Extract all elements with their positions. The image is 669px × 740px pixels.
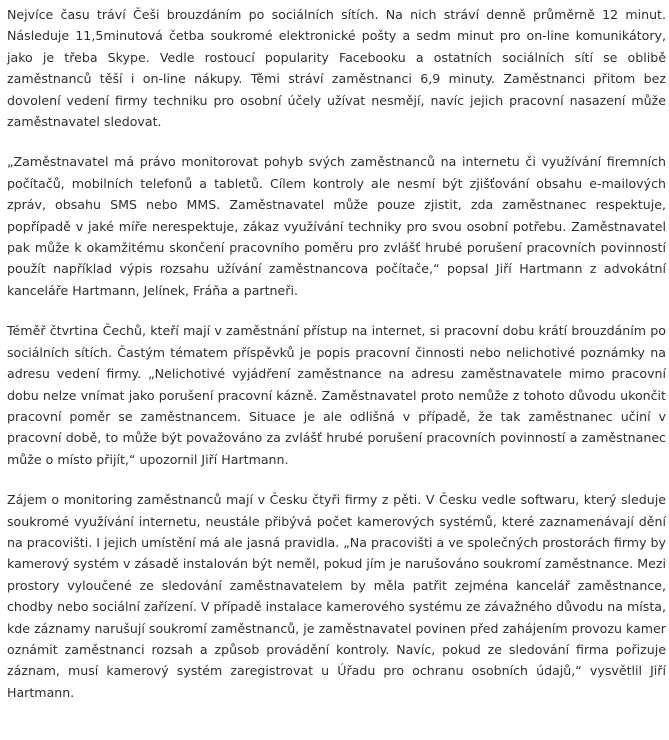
article-paragraph-2: „Zaměstnavatel má právo monitorovat pohyb svých zaměstnanců na internetu či využívání firemních počítačů, mobilních telefonů a tabletů. Cílem kontroly ale nesmí být zjišťování obsahu e-mailových zpráv, obsahu SMS nebo MMS. Zaměstnavatel může pouze zjistit, zda zaměstnanec respektuje, popřípadě v jaké míře nerespektuje, zákaz využívání techniky pro svou osobní potřebu. Zaměstnavatel pak může k okamžitému skončení pracovního poměru pro zvlášť hrubé porušení pracovních povinností použít například výpis rozsahu užívání zaměstnancova počítače,“ popsal Jiří Hartmann z advokátní kanceláře Hartmann, Jelínek, Fráňa a partneři. <box>7 154 666 298</box>
article-paragraph-1: Nejvíce času tráví Češi brouzdáním po sociálních sítích. Na nich stráví denně průměrně 12 minut. Následuje 11,5minutová četba soukromé elektronické pošty a sedm minut pro on-line komunikátory, jako je třeba Skype. Vedle rostoucí popularity Facebooku a ostatních sociálních sítí se oblibě zaměstnanců těší i on-line nákupy. Těmi stráví zaměstnanci 6,9 minuty. Zaměstnanci přitom bez dovolení vedení firmy techniku pro osobní účely užívat nesmějí, navíc jejich pracovní nasazení může zaměstnavatel sledovat. <box>7 7 666 130</box>
article-paragraph-4: Zájem o monitoring zaměstnanců mají v Česku čtyři firmy z pěti. V Česku vedle softwaru, který sleduje soukromé využívání internetu, neustále přibývá počet kamerových systémů, které zaznamenávají dění na pracovišti. I jejich umístění má ale jasná pravidla. „Na pracovišti a ve společných prostorách firmy by kamerový systém v zásadě instalován být neměl, pokud jím je narušováno soukromí zaměstnance. Mezi prostory vyloučené ze sledování zaměstnavatelem by měla patřit zejména kancelář zaměstnance, chodby nebo sociální zařízení. V případě instalace kamerového systému ze závažného důvodu na místa, kde záznamy narušují soukromí zaměstnanců, je zaměstnavatel povinen před zahájením provozu kamer oznámit zaměstnanci rozsah a způsob provádění kontroly. Navíc, pokud ze sledování firma pořizuje záznam, musí kamerový systém zaregistrovat u Úřadu pro ochranu osobních údajů,“ vysvětlil Jiří Hartmann. <box>7 492 666 700</box>
article-paragraph-3: Téměř čtvrtina Čechů, kteří mají v zaměstnání přístup na internet, si pracovní dobu krátí brouzdáním po sociálních sítích. Častým tématem příspěvků je popis pracovní činnosti nebo nelichotivé poznámky na adresu vedení firmy. „Nelichotivé vyjádření zaměstnance na adresu zaměstnavatele mimo pracovní dobu nelze vnímat jako porušení pracovní kázně. Zaměstnavatel proto nemůže z tohoto důvodu ukončit pracovní poměr se zaměstnancem. Situace je ale odlišná v případě, že tak zaměstnanec učiní v pracovní době, to může být považováno za zvlášť hrubé porušení pracovních povinností a zaměstnanec může o místo přijít,“ upozornil Jiří Hartmann. <box>7 323 666 467</box>
